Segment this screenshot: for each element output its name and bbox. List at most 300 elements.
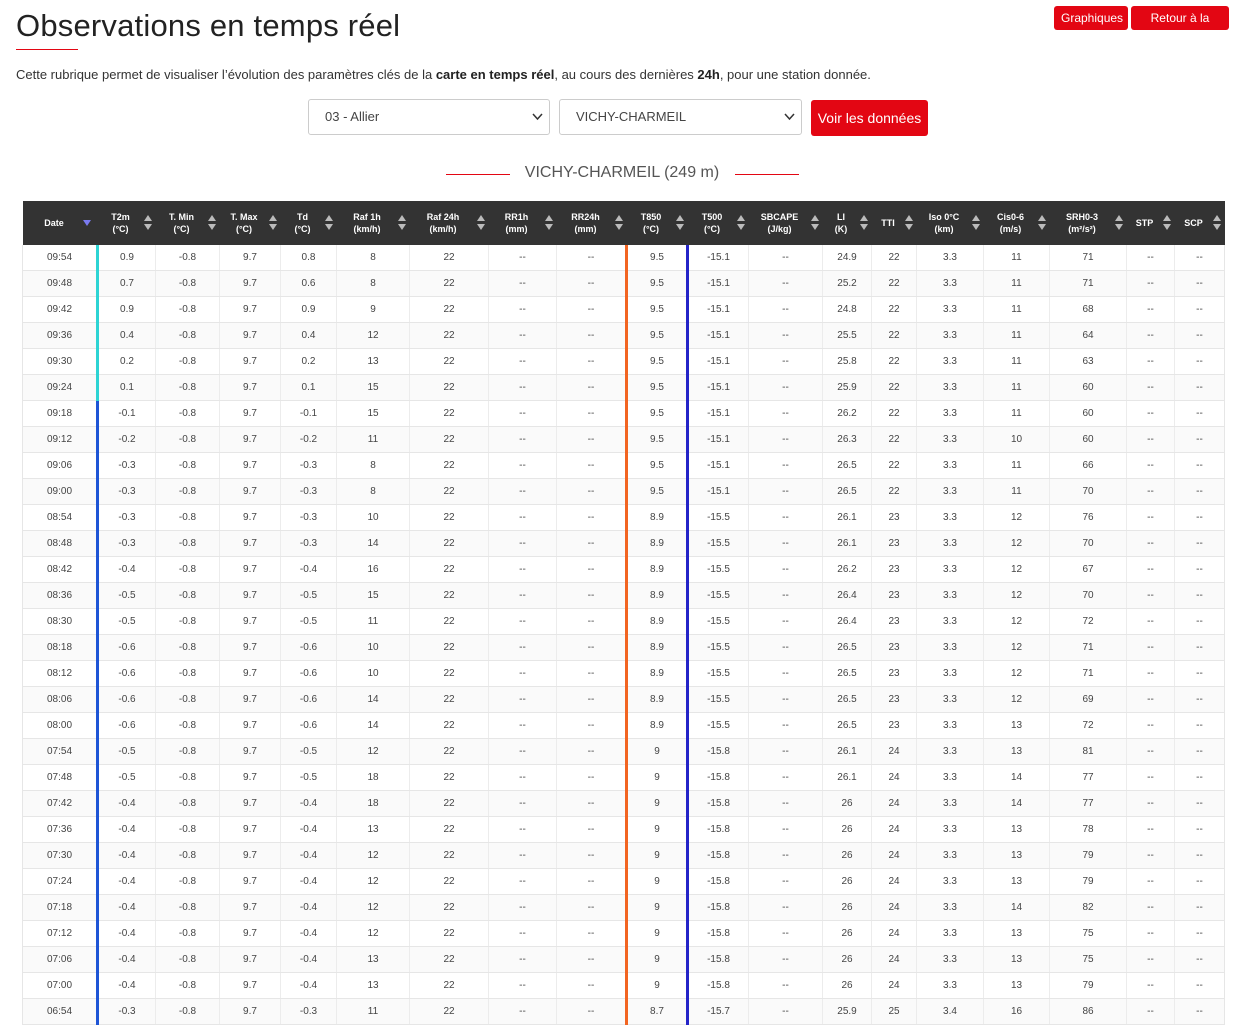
table-cell: -- [1175,869,1225,895]
table-cell: 26.5 [823,661,872,687]
table-cell: -- [557,271,627,297]
table-cell: 22 [410,765,489,791]
table-cell: -- [1127,661,1175,687]
column-header-rr24h[interactable]: RR24h (mm) [557,201,627,245]
table-cell: -0.8 [156,375,220,401]
title-underline [16,49,78,50]
table-cell: 3.3 [917,323,984,349]
table-cell: -- [557,947,627,973]
sort-icon[interactable] [144,214,152,232]
table-cell: -- [749,453,823,479]
table-cell: -- [1127,271,1175,297]
table-cell: 12 [337,869,410,895]
table-cell: -15.1 [688,271,749,297]
table-cell: 26.5 [823,479,872,505]
table-cell: 22 [410,245,489,271]
table-cell: 23 [872,557,917,583]
table-cell: 13 [337,973,410,999]
table-cell: 26.2 [823,401,872,427]
intro-link-realtime-map: carte en temps réel [435,67,555,82]
table-cell: -0.5 [98,739,156,765]
table-cell: -- [557,323,627,349]
table-cell: 9.7 [220,271,281,297]
table-cell: -15.1 [688,245,749,271]
table-cell: -0.8 [156,999,220,1025]
table-cell: 24.9 [823,245,872,271]
table-cell: 3.3 [917,921,984,947]
table-cell: 22 [410,791,489,817]
table-cell: 9.7 [220,635,281,661]
table-cell: 15 [337,401,410,427]
table-cell: -15.1 [688,349,749,375]
view-data-button[interactable]: Voir les données [811,100,928,136]
table-cell: 07:42 [23,791,98,817]
table-cell: 64 [1050,323,1127,349]
table-cell: 26.5 [823,687,872,713]
table-cell: 8.9 [627,583,688,609]
table-cell: 22 [872,401,917,427]
table-cell: 26.1 [823,531,872,557]
table-cell: 22 [410,297,489,323]
table-cell: 8.9 [627,557,688,583]
column-header-li[interactable]: LI (K) [823,201,872,245]
table-cell: 08:48 [23,531,98,557]
table-cell: 07:30 [23,843,98,869]
table-cell: 8.9 [627,713,688,739]
sort-icon[interactable] [676,214,684,232]
table-cell: 63 [1050,349,1127,375]
sort-icon[interactable] [860,214,868,232]
table-cell: -- [557,297,627,323]
table-cell: -- [1175,635,1225,661]
table-cell: -0.4 [281,817,337,843]
table-cell: -- [749,843,823,869]
table-cell: 9.5 [627,427,688,453]
table-cell: -0.8 [156,323,220,349]
table-cell: 3.3 [917,609,984,635]
table-cell: 11 [984,401,1050,427]
table-cell: 07:18 [23,895,98,921]
table-cell: -- [749,531,823,557]
column-header-t850[interactable]: T850 (°C) [627,201,688,245]
heading-rule-right [735,174,799,175]
table-cell: -0.8 [156,687,220,713]
table-cell: -0.3 [98,453,156,479]
table-cell: -0.4 [98,947,156,973]
table-cell: 13 [337,947,410,973]
table-cell: -0.8 [156,869,220,895]
table-cell: -0.8 [156,453,220,479]
table-cell: -- [557,453,627,479]
table-cell: -- [1175,817,1225,843]
table-cell: 26 [823,869,872,895]
table-cell: 26 [823,791,872,817]
table-cell: 13 [984,947,1050,973]
table-row [23,297,1225,323]
table-cell: -- [557,661,627,687]
table-cell: -15.8 [688,739,749,765]
table-cell: 22 [410,557,489,583]
table-cell: -15.1 [688,401,749,427]
table-cell: -- [1127,843,1175,869]
table-cell: 18 [337,791,410,817]
table-cell: 13 [984,869,1050,895]
table-cell: -- [749,921,823,947]
table-cell: -- [1127,427,1175,453]
table-cell: 26.4 [823,609,872,635]
sort-icon[interactable] [545,214,553,232]
table-cell: 9 [627,817,688,843]
table-cell: 24 [872,791,917,817]
table-cell: 3.3 [917,895,984,921]
table-cell: -- [1175,713,1225,739]
table-cell: -0.8 [156,973,220,999]
table-cell: 22 [410,453,489,479]
table-cell: 79 [1050,869,1127,895]
table-cell: 22 [410,349,489,375]
table-cell: -0.4 [98,869,156,895]
table-cell: -0.6 [281,687,337,713]
table-cell: -- [489,817,557,843]
table-row [23,973,1225,999]
table-cell: 9.7 [220,349,281,375]
table-cell: -15.1 [688,297,749,323]
table-cell: -- [557,999,627,1025]
table-cell: -- [557,635,627,661]
table-cell: 8 [337,453,410,479]
sort-icon[interactable] [1038,214,1046,232]
table-cell: 11 [984,479,1050,505]
table-cell: -- [1175,271,1225,297]
sort-icon[interactable] [477,214,485,232]
table-cell: -- [1175,687,1225,713]
table-cell: 14 [337,531,410,557]
column-header-raf-24h[interactable]: Raf 24h (km/h) [410,201,489,245]
table-cell: -- [489,713,557,739]
table-cell: 3.3 [917,349,984,375]
table-cell: 3.4 [917,999,984,1025]
table-cell: 26.5 [823,713,872,739]
column-header-t-min[interactable]: T. Min (°C) [156,201,220,245]
table-row [23,765,1225,791]
table-cell: 12 [337,843,410,869]
table-cell: -- [557,817,627,843]
table-cell: 12 [984,687,1050,713]
table-cell: -0.3 [98,531,156,557]
table-cell: -- [749,245,823,271]
table-cell: 23 [872,505,917,531]
table-cell: 13 [337,349,410,375]
table-cell: -0.1 [281,401,337,427]
table-cell: 9.7 [220,583,281,609]
sort-icon[interactable] [1213,214,1221,232]
table-cell: -- [749,739,823,765]
table-cell: -0.3 [281,505,337,531]
table-cell: -- [1127,479,1175,505]
table-cell: -- [1175,531,1225,557]
table-cell: 3.3 [917,635,984,661]
table-cell: -0.8 [156,635,220,661]
column-header-tti[interactable]: TTI [872,201,917,245]
back-to-map-button[interactable]: Retour à la carte [1131,6,1229,30]
table-cell: 66 [1050,453,1127,479]
table-cell: -- [1175,245,1225,271]
station-heading: VICHY-CHARMEIL (249 m) [524,164,720,181]
table-cell: -- [1127,973,1175,999]
table-cell: 24 [872,869,917,895]
table-cell: -- [1127,245,1175,271]
table-cell: 3.3 [917,947,984,973]
table-cell: -0.5 [98,765,156,791]
column-header-stp[interactable]: STP [1127,201,1175,245]
table-cell: 3.3 [917,453,984,479]
table-cell: -- [489,453,557,479]
station-select[interactable] [559,99,802,135]
column-header-t2m[interactable]: T2m (°C) [98,201,156,245]
table-cell: 13 [984,817,1050,843]
table-cell: -- [1175,297,1225,323]
table-cell: 08:00 [23,713,98,739]
table-cell: 26.2 [823,557,872,583]
table-cell: -- [557,557,627,583]
graphiques-button[interactable]: Graphiques [1054,6,1128,30]
table-cell: 23 [872,687,917,713]
table-cell: 22 [410,817,489,843]
table-cell: -- [749,661,823,687]
table-cell: 09:24 [23,375,98,401]
table-cell: 9.5 [627,453,688,479]
table-row [23,453,1225,479]
sort-desc-icon[interactable] [83,220,91,226]
table-cell: -- [1175,323,1225,349]
table-cell: 71 [1050,635,1127,661]
table-row [23,375,1225,401]
table-cell: -- [1127,297,1175,323]
table-cell: -- [489,947,557,973]
table-cell: -0.8 [156,401,220,427]
table-row [23,505,1225,531]
table-cell: -- [557,869,627,895]
table-cell: 11 [984,375,1050,401]
table-cell: 9.7 [220,297,281,323]
table-cell: 9 [627,921,688,947]
observations-table [22,201,1224,1025]
table-cell: -- [1175,401,1225,427]
table-cell: -- [489,765,557,791]
table-cell: -- [489,635,557,661]
sort-icon[interactable] [325,214,333,232]
table-cell: 22 [872,323,917,349]
table-cell: 0.4 [98,323,156,349]
column-header-rr1h[interactable]: RR1h (mm) [489,201,557,245]
table-cell: 23 [872,635,917,661]
table-cell: 0.9 [281,297,337,323]
table-cell: -- [1127,817,1175,843]
table-cell: -15.8 [688,895,749,921]
table-cell: 3.3 [917,583,984,609]
table-cell: 14 [984,791,1050,817]
table-cell: 60 [1050,375,1127,401]
table-cell: 26.5 [823,453,872,479]
table-cell: 13 [984,713,1050,739]
table-cell: -0.8 [156,947,220,973]
table-cell: 16 [337,557,410,583]
table-cell: -- [1127,895,1175,921]
chevron-down-icon [532,100,543,148]
table-cell: -15.8 [688,843,749,869]
table-cell: -- [749,349,823,375]
table-cell: -- [489,895,557,921]
table-cell: -- [489,375,557,401]
table-cell: -0.3 [281,531,337,557]
intro-text: Cette rubrique permet de visualiser l’évolution des paramètres clés de la carte en temps réel, au cours des dernières 24h, pour une station donnée. [16,67,871,82]
table-cell: -0.6 [98,661,156,687]
table-cell: -- [489,973,557,999]
table-cell: 72 [1050,713,1127,739]
table-cell: 12 [984,661,1050,687]
table-cell: -0.4 [281,921,337,947]
sort-icon[interactable] [737,214,745,232]
table-cell: -15.5 [688,713,749,739]
table-cell: -- [749,557,823,583]
table-cell: -- [1175,661,1225,687]
column-header-srh0-3[interactable]: SRH0-3 (m²/s²) [1050,201,1127,245]
station-select-value: VICHY-CHARMEIL [576,109,687,124]
table-cell: -0.3 [98,505,156,531]
table-cell: 25.9 [823,375,872,401]
table-cell: 24 [872,817,917,843]
table-cell: 0.7 [98,271,156,297]
table-row [23,349,1225,375]
sort-icon[interactable] [208,214,216,232]
table-cell: 3.3 [917,687,984,713]
table-cell: -- [749,427,823,453]
table-cell: 0.9 [98,297,156,323]
sort-icon[interactable] [615,214,623,232]
table-row [23,947,1225,973]
table-cell: -- [557,609,627,635]
table-cell: 22 [872,349,917,375]
column-header-cis0-6[interactable]: Cis0-6 (m/s) [984,201,1050,245]
table-row [23,479,1225,505]
column-header-td[interactable]: Td (°C) [281,201,337,245]
table-cell: 16 [984,999,1050,1025]
table-cell: -- [489,583,557,609]
table-cell: -- [1127,635,1175,661]
table-cell: 26 [823,817,872,843]
table-cell: -- [1127,453,1175,479]
table-cell: 9.7 [220,687,281,713]
table-cell: 60 [1050,401,1127,427]
table-cell: 25 [872,999,917,1025]
column-header-t-max[interactable]: T. Max (°C) [220,201,281,245]
table-row [23,245,1225,271]
heading-rule-left [446,174,510,175]
sort-icon[interactable] [269,214,277,232]
table-cell: 3.3 [917,271,984,297]
table-cell: -0.4 [98,895,156,921]
table-cell: -0.3 [98,999,156,1025]
table-cell: 9.7 [220,765,281,791]
table-cell: 0.8 [281,245,337,271]
table-cell: -- [1175,947,1225,973]
table-cell: 70 [1050,531,1127,557]
table-cell: -0.4 [281,947,337,973]
table-cell: 22 [410,895,489,921]
table-cell: 79 [1050,843,1127,869]
table-row [23,583,1225,609]
table-cell: 07:48 [23,765,98,791]
table-cell: -- [557,479,627,505]
table-cell: 22 [410,999,489,1025]
table-cell: 3.3 [917,531,984,557]
sort-icon[interactable] [972,214,980,232]
sort-icon[interactable] [811,214,819,232]
table-cell: 3.3 [917,297,984,323]
sort-icon[interactable] [1115,214,1123,232]
table-cell: 24 [872,973,917,999]
table-cell: 26 [823,921,872,947]
table-cell: 9.7 [220,453,281,479]
table-cell: 22 [410,479,489,505]
table-cell: -0.4 [98,921,156,947]
table-cell: -- [1127,765,1175,791]
column-header-t500[interactable]: T500 (°C) [688,201,749,245]
table-cell: 69 [1050,687,1127,713]
table-cell: -15.5 [688,505,749,531]
table-cell: -- [489,531,557,557]
table-cell: -15.1 [688,375,749,401]
table-cell: 9.7 [220,661,281,687]
table-cell: 13 [337,817,410,843]
table-cell: 71 [1050,271,1127,297]
table-cell: -0.8 [156,817,220,843]
table-cell: -- [1175,843,1225,869]
sort-icon[interactable] [398,214,406,232]
table-cell: -- [1175,895,1225,921]
table-cell: 11 [337,427,410,453]
table-cell: 12 [984,609,1050,635]
table-cell: 12 [337,739,410,765]
table-cell: -- [489,791,557,817]
table-cell: -- [489,479,557,505]
column-header-iso-0-c[interactable]: Iso 0°C (km) [917,201,984,245]
table-cell: -- [749,765,823,791]
column-header-raf-1h[interactable]: Raf 1h (km/h) [337,201,410,245]
table-cell: 22 [410,271,489,297]
table-row [23,531,1225,557]
table-cell: 22 [410,635,489,661]
table-cell: 9.7 [220,817,281,843]
sort-icon[interactable] [905,214,913,232]
table-cell: 86 [1050,999,1127,1025]
column-header-scp[interactable]: SCP [1175,201,1225,245]
table-cell: -0.8 [156,921,220,947]
column-header-date[interactable]: Date [23,201,98,245]
table-cell: -- [749,401,823,427]
table-cell: 9 [627,765,688,791]
sort-icon[interactable] [1163,214,1171,232]
department-select[interactable] [308,99,550,135]
table-cell: 77 [1050,791,1127,817]
table-cell: 78 [1050,817,1127,843]
table-cell: -- [489,297,557,323]
table-row [23,869,1225,895]
column-header-sbcape[interactable]: SBCAPE (J/kg) [749,201,823,245]
table-cell: -- [749,999,823,1025]
table-cell: -- [489,401,557,427]
table-cell: 22 [410,713,489,739]
